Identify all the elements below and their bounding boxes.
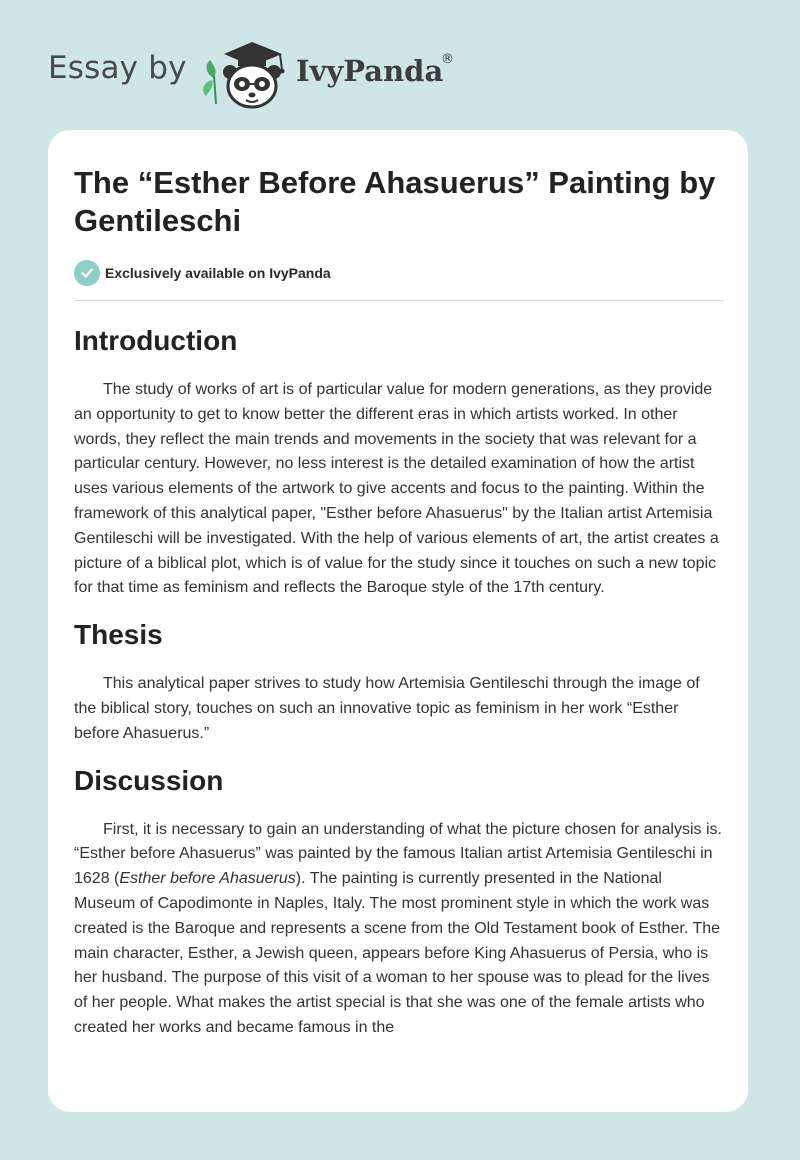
section-paragraph-thesis: This analytical paper strives to study how Artemisia Gentileschi through the image of the biblical story, touches on such an innovative topic as feminism in her work “Esther before Ahasuerus.” (74, 675, 700, 742)
discussion-text-part-1: First, it is necessary to gain an understanding of what the picture chosen for analysis is. “Esther before Ahasuerus” was painted by the famous Italian artist Artemisia Gentileschi in 1628 ( (74, 820, 722, 888)
leaf-icon (203, 60, 216, 104)
registered-mark: ® (441, 52, 454, 67)
divider (74, 300, 724, 301)
essay-card (48, 130, 748, 1112)
availability-text: Exclusively available on IvyPanda (105, 265, 331, 281)
brand-name: IvyPanda (296, 54, 444, 88)
panda-logo-icon (200, 34, 292, 110)
section-paragraph-introduction: The study of works of art is of particular value for modern generations, as they provide an opportunity to get to know better the different eras in which artists worked. In other words, they reflect the main trends and movements in the society that was relevant for a particular century. However, no less interest is the detailed examination of how the artist uses various elements of the artwork to give accents and focus to the painting. Within the framework of this analytical paper, "Esther before Ahasuerus" by the Italian artist Artemisia Gentileschi will be investigated. With the help of various elements of art, the artist creates a picture of a biblical plot, which is of value for the study since it touches on such a new topic for that time as feminism and reflects the Baroque style of the 17th century. (74, 381, 719, 597)
brand-header (48, 34, 528, 114)
brand-prefix: Essay by (48, 50, 187, 86)
availability-badge (74, 260, 724, 286)
painting-title-italic: Esther before Ahasuerus (119, 870, 296, 888)
section-heading-introduction: Introduction (74, 325, 238, 356)
section-heading-discussion: Discussion (74, 764, 224, 796)
check-icon (74, 260, 100, 286)
discussion-text-part-2: ). The painting is currently presented in the National Museum of Capodimonte in Naples, Italy. The most prominent style in which the work was created is the Baroque and represents a scene from the Old Testament book of Esther. The main character, Esther, a Jewish queen, appears before King Ahasuerus of Persia, who is her husband. The purpose of this visit of a woman to her spouse was to plead for the lives of her people. What makes the artist special is that she was one of the female artists who created her works and became famous in the (74, 870, 721, 1036)
essay-title: The “Esther Before Ahasuerus” Painting by Gentileschi (74, 165, 716, 238)
section-heading-thesis: Thesis (74, 619, 163, 651)
section-paragraph-discussion (74, 818, 724, 1041)
essay-content (74, 164, 724, 1041)
